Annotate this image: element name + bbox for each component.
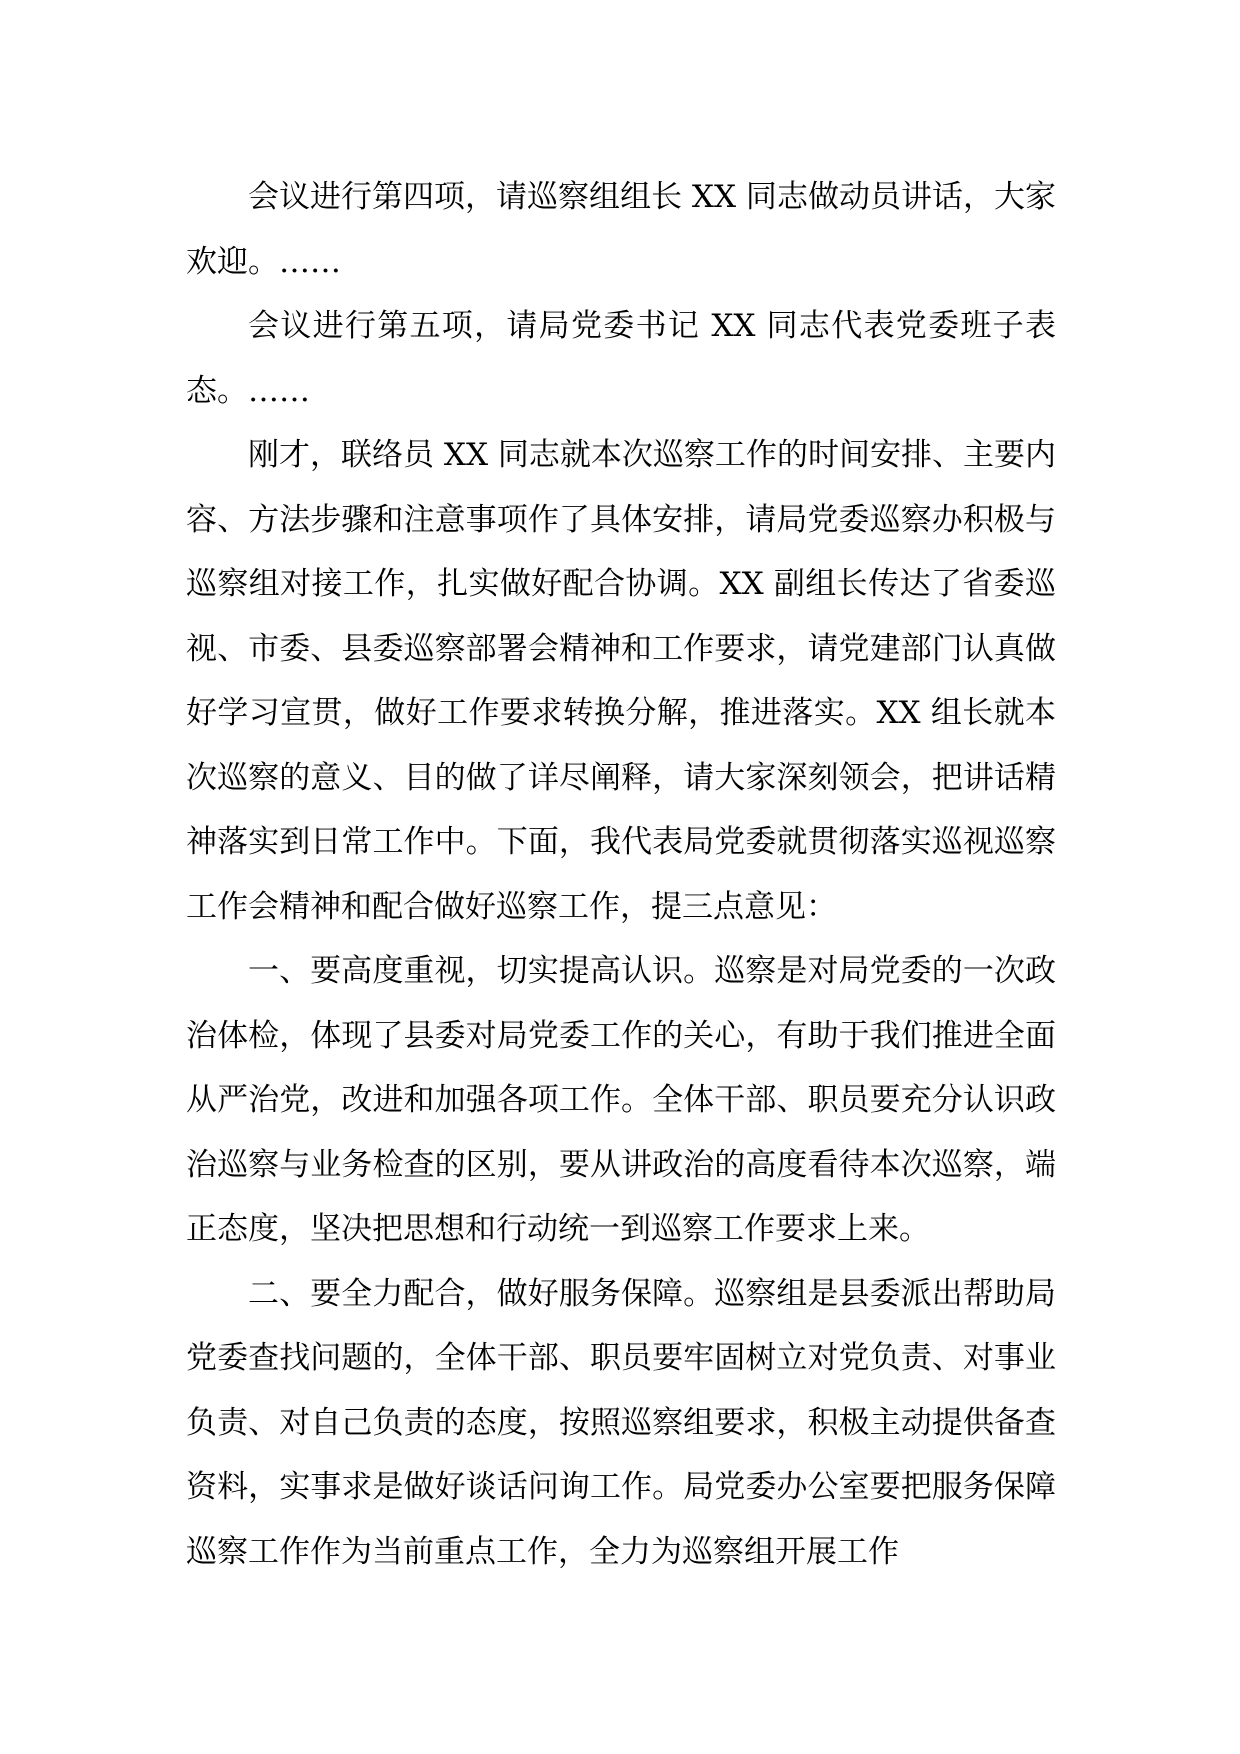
paragraph-point-2: 二、要全力配合，做好服务保障。巡察组是县委派出帮助局党委查找问题的，全体干部、职员要牢固树立对党负责、对事业负责、对自己负责的态度，按照巡察组要求，积极主动提供备查资料，实事求是做好谈话问询工作。局党委办公室要把服务保障巡察工作作为当前重点工作，全力为巡察组开展工作: [186, 1275, 1056, 1570]
document-body: [186, 165, 1056, 1584]
paragraph-item-4: 会议进行第四项，请巡察组组长 XX 同志做动员讲话，大家欢迎。……: [186, 179, 1056, 280]
paragraph-item-5: 会议进行第五项，请局党委书记 XX 同志代表党委班子表态。……: [186, 308, 1056, 409]
paragraph-point-1: 一、要高度重视，切实提高认识。巡察是对局党委的一次政治体检，体现了县委对局党委工作的关心，有助于我们推进全面从严治党，改进和加强各项工作。全体干部、职员要充分认识政治巡察与业务检查的区别，要从讲政治的高度看待本次巡察，端正态度，坚决把思想和行动统一到巡察工作要求上来。: [186, 953, 1056, 1247]
paragraph-summary: 刚才，联络员 XX 同志就本次巡察工作的时间安排、主要内容、方法步骤和注意事项作了具体安排，请局党委巡察办积极与巡察组对接工作，扎实做好配合协调。XX 副组长传达了省委巡视、市委、县委巡察部署会精神和工作要求，请党建部门认真做好学习宣贯，做好工作要求转换分解，推进落实。XX 组长就本次巡察的意义、目的做了详尽阐释，请大家深刻领会，把讲话精神落实到日常工作中。下面，我代表局党委就贯彻落实巡视巡察工作会精神和配合做好巡察工作，提三点意见：: [186, 437, 1056, 925]
